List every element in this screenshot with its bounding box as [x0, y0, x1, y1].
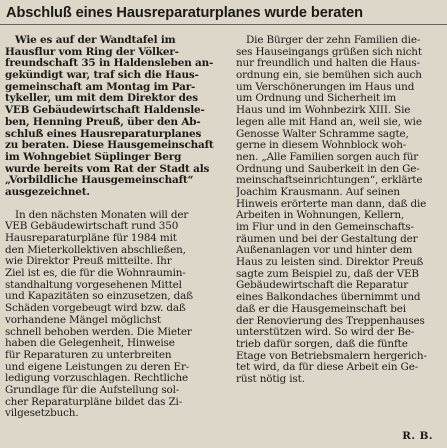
body-line: um Ordnung und Sicherheit im [236, 93, 397, 105]
body-line: Genosse Walter Schramme sagte, [236, 128, 409, 140]
body-line: um Verschönerungen im Haus und [236, 81, 415, 93]
lead-line: ausgezeichnet. [5, 186, 90, 198]
lead-line: schluß eines Hausreparaturplanes [5, 128, 202, 140]
body-line: Arbeiten in Wohnungen, Kellern, [236, 210, 405, 222]
body-line: sagte zum Beispiel zu, daß der VEB [236, 268, 419, 280]
body-line: Ziel ist es, die für die Wohnraumin- [5, 268, 186, 280]
headline-rule [0, 24, 447, 25]
body-line: Haus zu leisten sind. Direktor Preuß [236, 257, 424, 269]
body-line: Außenanlagen vor und hinter dem [236, 245, 413, 257]
paragraph-gap [5, 199, 219, 210]
body-line: standhaltung vorgesehenen Mittel [5, 279, 182, 291]
body-line: nen. „Alle Familien sorgen auch für [236, 151, 419, 163]
body-paragraph-right [236, 35, 443, 386]
body-line: ledigung vorzuschlagen. Rechtliche [5, 373, 189, 385]
body-line: Etage von Betriebsmalern hergerich- [236, 350, 427, 362]
body-line: rüst nötig ist. [236, 373, 305, 385]
lead-line: VEB Gebäudewirtschaft Haldensle- [5, 105, 205, 117]
lead-line: tykeller, um mit dem Direktor des [5, 93, 198, 105]
left-column [5, 35, 219, 420]
body-line: und Kapazitäten so einzusetzen, daß [5, 291, 193, 303]
body-line: trieb dafür sorgen, daß die fünfte [236, 338, 408, 350]
body-line: eines Balkondaches übernimmt und [236, 292, 421, 304]
body-line: cher Reparaturpläne bildet das Zi- [5, 396, 183, 408]
body-line: In den nächsten Monaten will der [15, 209, 189, 221]
lead-line: „Vorbildliche Hausgemeinschaft“ [5, 175, 194, 187]
body-line: ordnung ein, sie bemühen sich auch [236, 70, 422, 82]
body-line: haben die Gelegenheit, Hinweise [5, 338, 175, 350]
article-headline: Abschluß eines Hausreparaturplanes wurde beraten [6, 5, 363, 21]
lead-line: gekündigt war, traf sich die Haus- [5, 70, 199, 82]
body-line: vilgesetzbuch. [5, 408, 79, 420]
lead-line: im Wohngebiet Süplinger Berg [5, 151, 182, 163]
body-line: VEB Gebäudewirtschaft rund 350 [5, 221, 179, 233]
body-line: Haus und im Wohnbezirk XIII. Sie [236, 105, 411, 117]
body-line: Hausreparaturpläne für 1984 mit [5, 233, 177, 244]
body-line: meinschaftseinrichtungen“, erklärte [236, 175, 423, 187]
body-line: Ordnung und Sauberkeit in den Ge- [236, 163, 420, 175]
body-line: gerne in diesem Wohnblock woh- [236, 140, 407, 152]
body-line: unterstützen wird. So wird der Be- [236, 327, 415, 339]
body-line: ses Hauseingangs grüßen sich nicht [236, 46, 422, 58]
body-line: Grundlage für die Aufstellung sol- [5, 384, 180, 396]
body-paragraph-left [5, 210, 219, 420]
lead-line: gemeinschaft am Montag im Par- [5, 81, 196, 93]
body-line: und eigene Leistungen zu deren Er- [5, 361, 190, 373]
lead-line: zu beraten. Diese Hausgemeinschaft [5, 140, 214, 152]
body-line: legen alle mit Hand an, weil sie, wie [236, 116, 422, 128]
body-line: vorhandene Mängel möglichst [5, 314, 161, 326]
body-line: Schäden vorgebeugt wird bzw. daß [5, 303, 186, 315]
author-signature: R. B. [402, 430, 433, 442]
body-line: daß er die Hausgemeinschaft bei [236, 303, 406, 315]
lead-line: wurde bereits vom Rat der Stadt als [5, 163, 210, 175]
body-line: Joachim Krausmann. Auf seinen [236, 186, 400, 198]
body-line: Gebäudewirtschaft die Reparatur [236, 280, 409, 292]
lead-line: freundschaft 35 in Haldensleben an- [5, 58, 214, 70]
body-line: Hinweis erörterte man dann, daß die [236, 198, 427, 210]
right-column [236, 35, 443, 386]
body-line: tet wird, da für diese Arbeit ein Ge- [236, 362, 419, 374]
body-line: im Flur und in den Gemeinschafts- [236, 222, 414, 233]
body-line: Die Bürger der zehn Familien die- [246, 35, 421, 46]
body-line: schnell behoben werden. Die Mieter [5, 326, 192, 338]
body-line: nur freundlich und halten die Haus- [236, 58, 420, 70]
body-line: den Mieterkollektiven abschließen, [5, 244, 186, 256]
lead-paragraph [5, 35, 219, 199]
body-line: der Renovierung des Treppenhauses [236, 315, 425, 327]
lead-line: Wie es auf der Wandtafel im [15, 35, 176, 46]
lead-line: ben, Henning Preuß, über den Ab- [5, 116, 201, 128]
body-line: wie Direktor Preuß mitteilte. Ihr [5, 256, 172, 268]
lead-line: Hausflur vom Ring der Völker- [5, 46, 179, 58]
body-line: räumen und bei der Gestaltung der [236, 233, 418, 245]
body-line: für Reparaturen zu unterbreiten [5, 349, 172, 361]
